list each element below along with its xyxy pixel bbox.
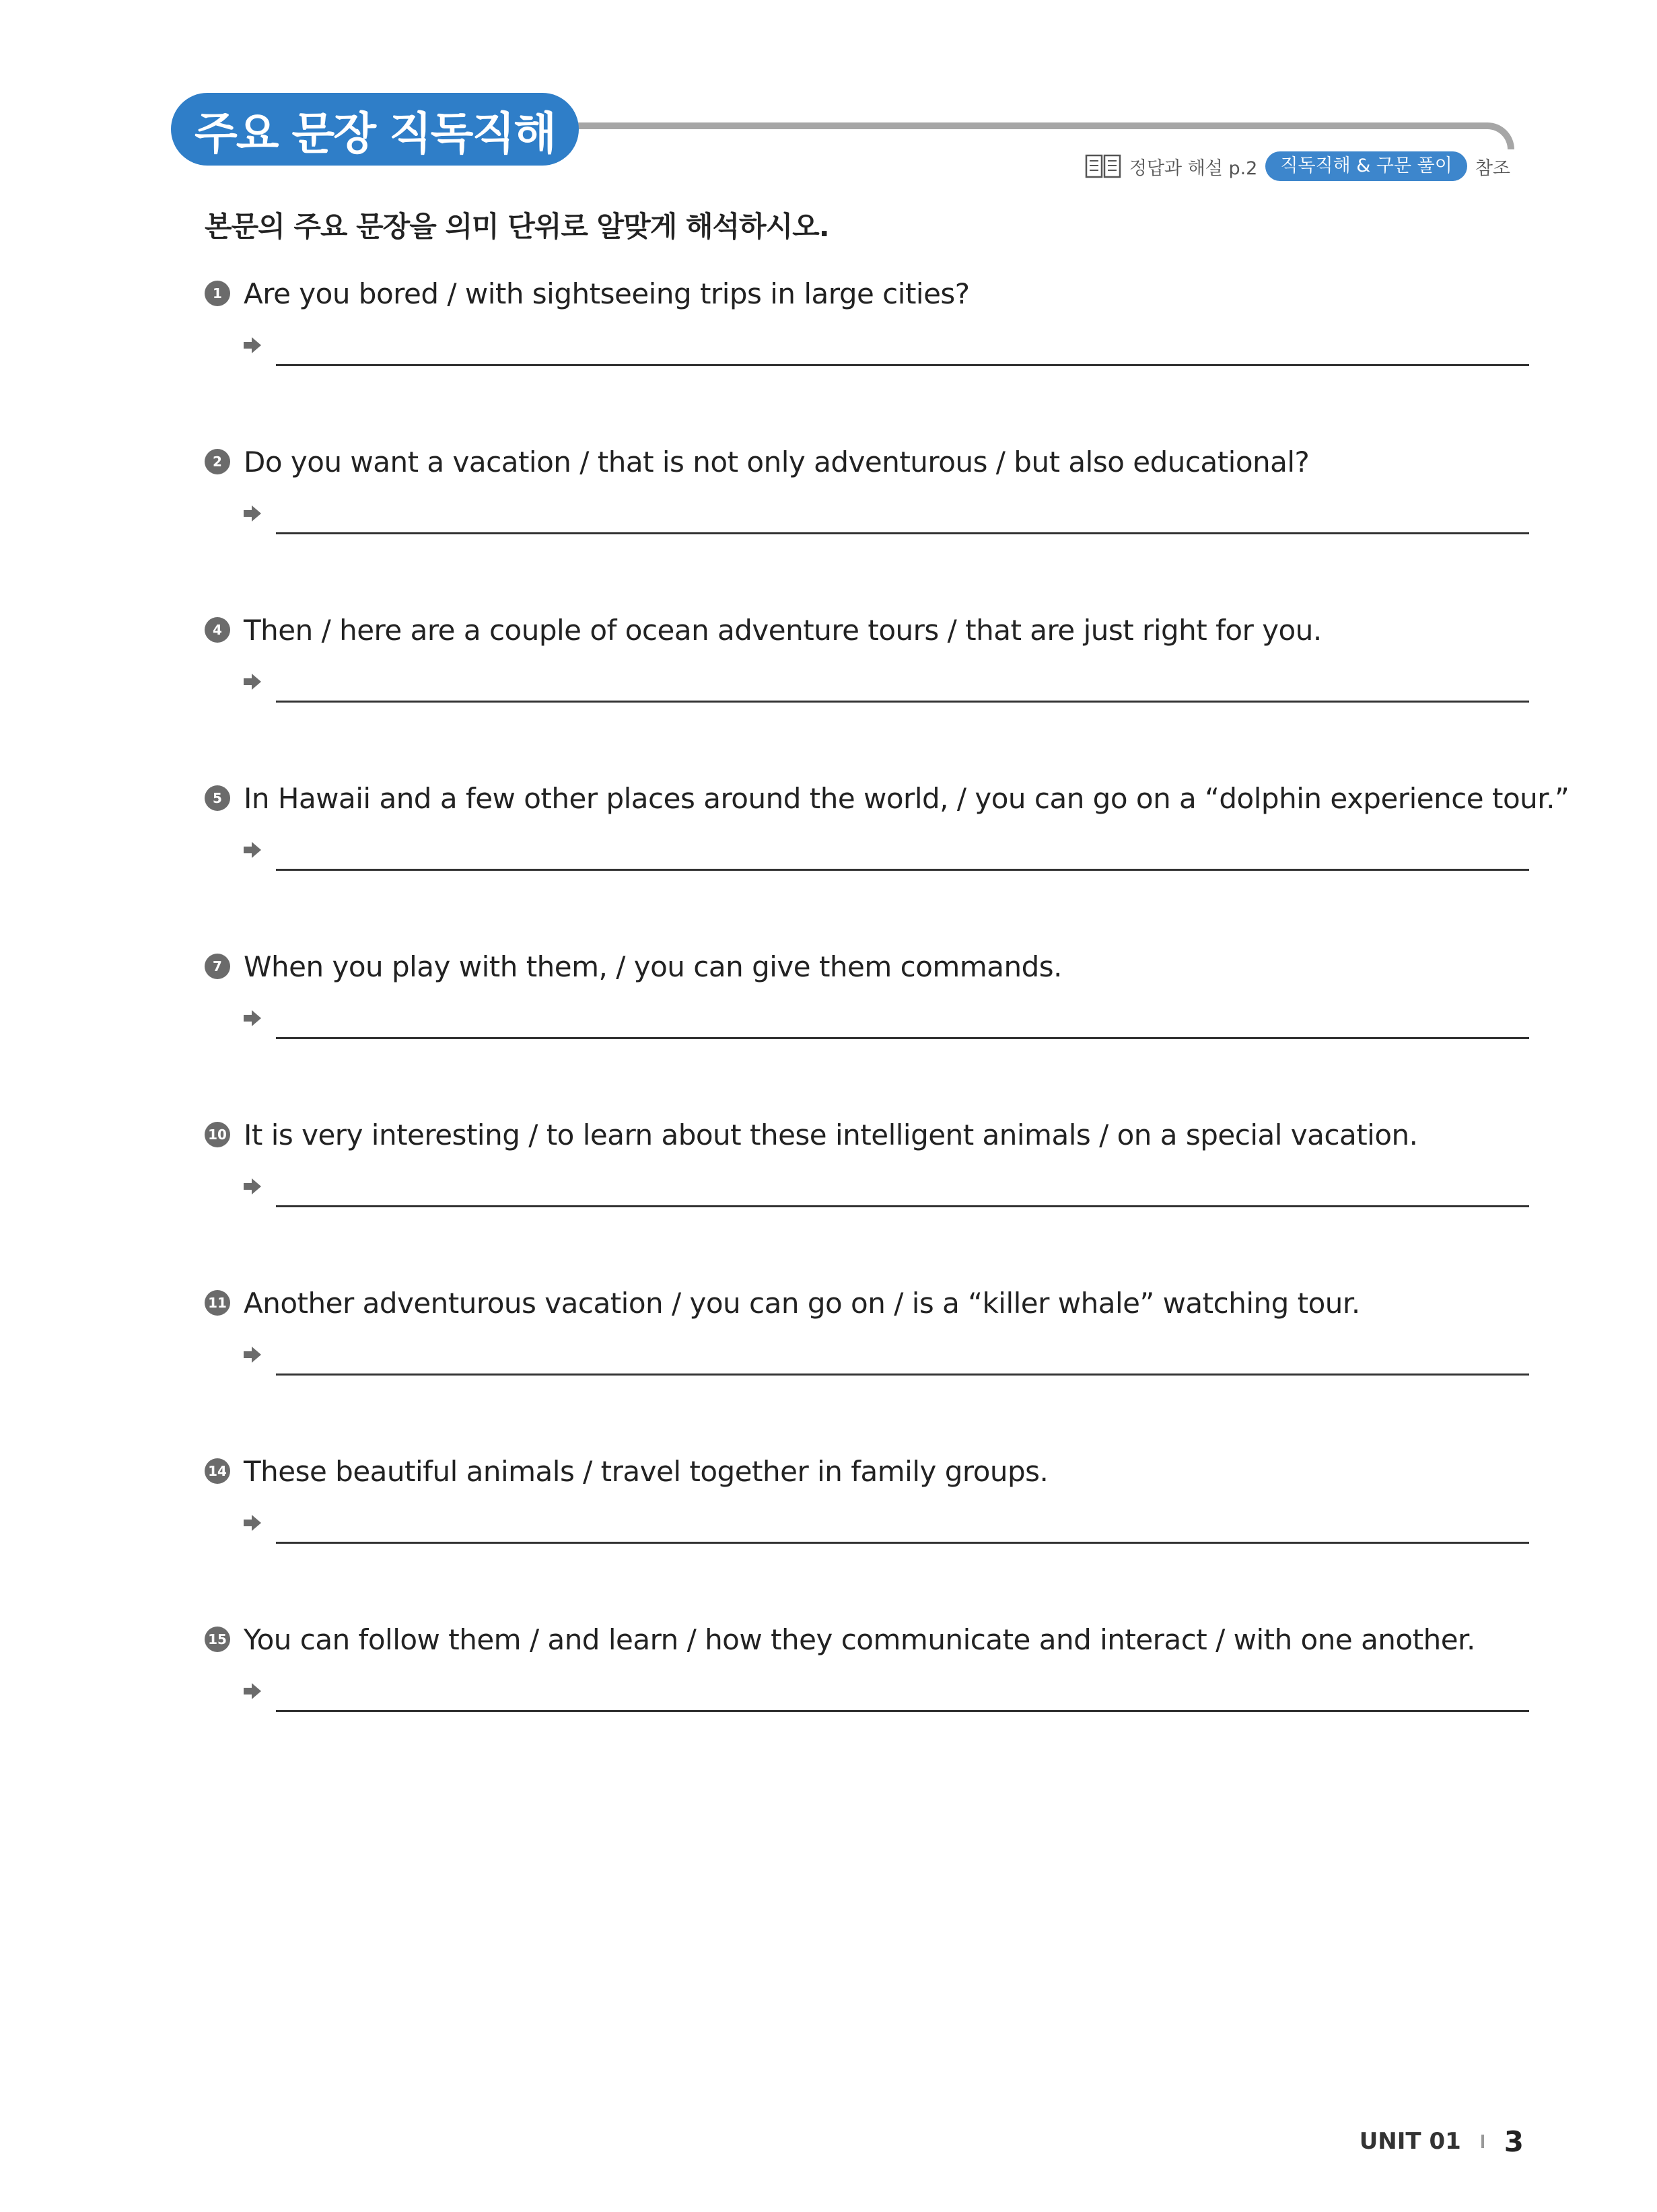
arrow-right-icon <box>241 670 264 693</box>
sentence-number-badge: 14 <box>205 1458 230 1484</box>
answer-line[interactable] <box>276 839 1529 871</box>
answer-reference <box>1085 149 1510 183</box>
exercise-item <box>205 269 1529 404</box>
exercise-item <box>205 1447 1529 1581</box>
sentence-text: Another adventurous vacation / you can go on / is a “killer whale” watching tour. <box>244 1286 1360 1320</box>
header-rule <box>538 122 1514 149</box>
answer-line[interactable] <box>276 670 1529 703</box>
sentence-text: When you play with them, / you can give them commands. <box>244 950 1062 983</box>
page-number: 3 <box>1504 2125 1524 2158</box>
footer-divider <box>1481 2135 1484 2148</box>
exercise-item <box>205 774 1570 908</box>
sentence-text: You can follow them / and learn / how they communicate and interact / with one another. <box>244 1622 1475 1656</box>
reference-prefix: 정답과 해설 p.2 <box>1129 157 1258 179</box>
arrow-right-icon <box>241 334 264 357</box>
exercise-item <box>205 437 1529 572</box>
sentence-text: Then / here are a couple of ocean adventure tours / that are just right for you. <box>244 613 1322 647</box>
book-icon <box>1085 153 1121 180</box>
sentence-text: It is very interesting / to learn about these intelligent animals / on a special vacation. <box>244 1118 1418 1151</box>
arrow-right-icon <box>241 839 264 861</box>
exercise-item <box>205 1279 1529 1413</box>
section-title: 주요 문장 직독직해 <box>171 93 579 166</box>
answer-line[interactable] <box>276 334 1529 366</box>
sentence-number-badge: 5 <box>205 785 230 811</box>
sentence-number-badge: 1 <box>205 281 230 306</box>
sentence-number-badge: 4 <box>205 617 230 643</box>
page-footer <box>1360 2121 1524 2162</box>
sentence-number-badge: 11 <box>205 1290 230 1316</box>
sentence-number-badge: 2 <box>205 449 230 474</box>
answer-line[interactable] <box>276 502 1529 534</box>
sentence-number-badge: 7 <box>205 954 230 979</box>
unit-label: UNIT 01 <box>1359 2128 1461 2155</box>
exercise-item <box>205 942 1529 1077</box>
arrow-right-icon <box>241 1343 264 1366</box>
exercise-item <box>205 606 1529 740</box>
reference-tag: 직독직해 & 구문 풀이 <box>1265 151 1467 181</box>
exercise-item <box>205 1110 1529 1245</box>
arrow-right-icon <box>241 1175 264 1198</box>
arrow-right-icon <box>241 1511 264 1534</box>
exercise-item <box>205 1615 1529 1750</box>
sentence-text: Are you bored / with sightseeing trips in large cities? <box>244 277 970 310</box>
arrow-right-icon <box>241 1007 264 1030</box>
sentence-text: In Hawaii and a few other places around the world, / you can go on a “dolphin experience tour.” <box>244 781 1570 815</box>
answer-line[interactable] <box>276 1511 1529 1544</box>
arrow-right-icon <box>241 1680 264 1703</box>
sentence-number-badge: 10 <box>205 1122 230 1147</box>
answer-line[interactable] <box>276 1680 1529 1712</box>
answer-line[interactable] <box>276 1175 1529 1207</box>
sentence-number-badge: 15 <box>205 1627 230 1652</box>
answer-line[interactable] <box>276 1007 1529 1039</box>
arrow-right-icon <box>241 502 264 525</box>
answer-line[interactable] <box>276 1343 1529 1376</box>
reference-suffix: 참조 <box>1475 157 1510 179</box>
instruction-text: 본문의 주요 문장을 의미 단위로 알맞게 해석하시오. <box>205 210 829 243</box>
sentence-text: Do you want a vacation / that is not only adventurous / but also educational? <box>244 445 1310 478</box>
sentence-text: These beautiful animals / travel together in family groups. <box>244 1454 1049 1488</box>
